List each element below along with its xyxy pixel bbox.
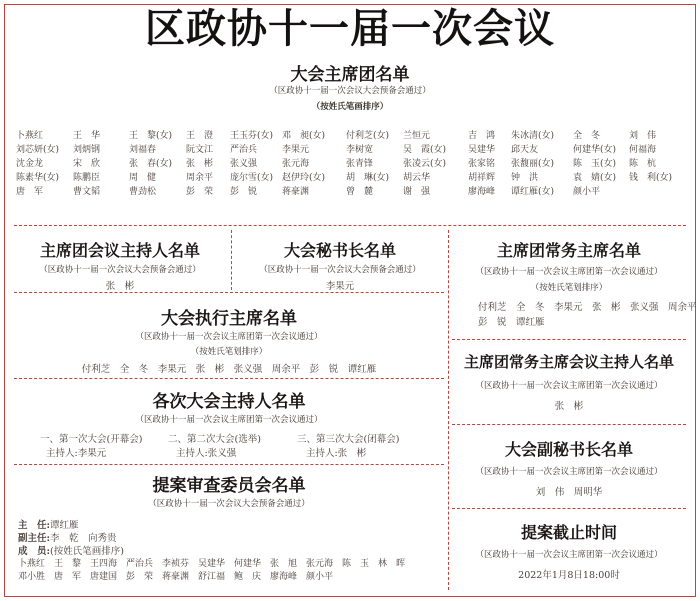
presidium-member: 谢 强 xyxy=(403,187,431,197)
presidium-member: 胡祥辉 xyxy=(468,173,496,183)
presidium-member: 彭 荣 xyxy=(186,187,214,197)
presidium-member: 陈素华(女) xyxy=(16,173,60,183)
standing-names-2: 彭 锐 谭红雁 xyxy=(478,317,545,328)
presidium-member: 朱冰清(女) xyxy=(511,131,555,141)
presidium-member: 蒋豪渊 xyxy=(282,187,310,197)
presidium-member: 钟 洪 xyxy=(511,173,539,183)
standing-title: 主席团常务主席名单 xyxy=(496,241,641,260)
presidium-member: 陈 玉(女) xyxy=(573,159,617,169)
presidium-member: 沈金龙 xyxy=(16,159,44,169)
section-divider xyxy=(14,292,444,293)
proposal-member-row xyxy=(18,543,124,557)
presidium-member: 张 彬 xyxy=(186,159,214,169)
presidium-row xyxy=(16,143,684,157)
section-divider xyxy=(14,225,686,226)
presidium-member: 张凌云(女) xyxy=(403,159,447,169)
presidium-member: 赵伊玲(女) xyxy=(282,173,326,183)
presidium-member: 付利芝(女) xyxy=(346,131,390,141)
deadline-date: 2022年1月8日18:00时 xyxy=(518,570,620,581)
meeting-host-title: 主席团会议主持人名单 xyxy=(39,241,200,260)
standing-order: （按姓氏笔划排序） xyxy=(530,283,608,293)
presidium-row xyxy=(16,185,684,199)
presidium-member: 胡云华 xyxy=(403,173,431,183)
presidium-member: 谭红雁(女) xyxy=(511,187,555,197)
presidium-member: 吴建华 xyxy=(468,145,496,155)
standing-host-names: 张 彬 xyxy=(554,401,584,412)
presidium-order: （按姓氏笔画排序） xyxy=(311,102,389,112)
presidium-member: 何福海 xyxy=(629,145,657,155)
proposal-vice: 李 乾 向秀贵 xyxy=(50,533,117,544)
presidium-member: 邱天友 xyxy=(511,145,539,155)
presidium-member: 唐 军 xyxy=(16,187,44,197)
presidium-row xyxy=(16,129,684,143)
presidium-member: 陈鹏臣 xyxy=(73,173,101,183)
host-session-3: 三、第三次大会(闭幕会) xyxy=(297,434,400,445)
presidium-member: 周余平 xyxy=(186,173,214,183)
presidium-member: 吴 霞(女) xyxy=(403,145,447,155)
section-divider xyxy=(452,508,686,509)
presidium-member: 卜燕红 xyxy=(16,131,44,141)
standing-note: （区政协十一届一次会议主席团第一次会议通过） xyxy=(475,267,663,277)
presidium-member: 彭 锐 xyxy=(230,187,258,197)
proposal-vice-row xyxy=(18,530,117,544)
secgen-note: （区政协十一届一次会议大会预备会通过） xyxy=(259,265,421,275)
presidium-member: 刘芯妍(女) xyxy=(16,145,60,155)
deputy-secgen-title: 大会副秘书长名单 xyxy=(504,440,633,459)
exec-note: （区政协十一届一次会议主席团第一次会议通过） xyxy=(135,332,323,342)
presidium-member: 刘 伟 xyxy=(629,131,657,141)
presidium-member: 全 冬 xyxy=(573,131,601,141)
presidium-member: 王 华 xyxy=(73,131,101,141)
host-name-2: 主持人:张义强 xyxy=(176,448,237,459)
presidium-member: 张家铭 xyxy=(468,159,496,169)
presidium-member: 张义强 xyxy=(230,159,258,169)
presidium-member: 邓 昶(女) xyxy=(282,131,326,141)
presidium-table xyxy=(16,129,684,199)
presidium-member: 周 健 xyxy=(129,173,157,183)
presidium-member: 钱 利(女) xyxy=(629,173,673,183)
section-divider xyxy=(14,378,444,379)
standing-host-note: （区政协十一届一次会议主席团第一次会议通过） xyxy=(475,381,663,391)
presidium-member: 刘福春 xyxy=(129,145,157,155)
presidium-member: 何建华(女) xyxy=(573,145,617,155)
presidium-member: 阮文江 xyxy=(186,145,214,155)
standing-names-1: 付利芝 全 冬 李果元 张 彬 张义强 周余平 xyxy=(478,302,697,313)
deputy-secgen-note: （区政协十一届一次会议主席团第一次会议通过） xyxy=(475,467,663,477)
presidium-member: 胡 琳(女) xyxy=(346,173,390,183)
deputy-secgen-names: 刘 伟 周明华 xyxy=(535,487,603,498)
presidium-member: 陈 杭 xyxy=(629,159,657,169)
host-session-2: 二、第二次大会(选举) xyxy=(168,434,261,445)
section-divider xyxy=(452,424,686,425)
presidium-member: 张青锋 xyxy=(346,159,374,169)
presidium-member: 颜小平 xyxy=(573,187,601,197)
proposal-chair: 谭红雁 xyxy=(50,520,79,531)
section-divider xyxy=(452,339,686,340)
standing-host-title: 主席团常务主席会议主持人名单 xyxy=(463,353,674,371)
presidium-row xyxy=(16,171,684,185)
section-divider xyxy=(14,464,444,465)
presidium-member: 曾 麓 xyxy=(346,187,374,197)
proposal-chair-row xyxy=(18,517,79,531)
presidium-member: 袁 婧(女) xyxy=(573,173,617,183)
presidium-member: 张元海 xyxy=(282,159,310,169)
exec-title: 大会执行主席名单 xyxy=(161,309,297,329)
presidium-title: 大会主席团名单 xyxy=(290,65,410,85)
presidium-member: 庞尔雪(女) xyxy=(230,173,274,183)
presidium-member: 曹文韬 xyxy=(73,187,101,197)
host-session-1: 一、第一次大会(开幕会) xyxy=(40,434,143,445)
page-title: 区政协十一届一次会议 xyxy=(145,6,555,52)
proposal-note: （区政协十一届一次会议大会预备会通过） xyxy=(148,499,310,509)
meeting-host-note: （区政协十一届一次会议大会预备会通过） xyxy=(39,265,201,275)
hosts-title: 各次大会主持人名单 xyxy=(152,392,306,412)
presidium-member xyxy=(629,185,684,199)
deadline-note: （区政协十一届一次会议主席团第一次会议通过） xyxy=(475,550,663,560)
presidium-member: 王 澄 xyxy=(186,131,214,141)
column-divider xyxy=(448,230,449,590)
proposal-vice-label: 副主任: xyxy=(18,533,51,544)
proposal-members-2: 邓小胜 唐 军 唐建国 彭 荣 蒋豪渊 舒江福 鲍 庆 廖海峰 颜小平 xyxy=(18,572,334,582)
proposal-members-1: 卜燕红 王 黎 王四海 严治兵 李祯芬 吴建华 何建华 张 旭 张元海 陈 玉 林 晖 xyxy=(18,559,406,569)
deadline-title: 提案截止时间 xyxy=(520,523,617,542)
column-divider xyxy=(231,230,232,290)
presidium-note: （区政协十一届一次会议大会预备会通过） xyxy=(269,86,431,96)
host-name-3: 主持人:张 彬 xyxy=(306,448,367,459)
secgen-names: 李果元 xyxy=(325,281,355,292)
presidium-member: 张 春(女) xyxy=(129,159,173,169)
exec-order: （按姓氏笔划排序） xyxy=(190,347,268,357)
presidium-row xyxy=(16,157,684,171)
presidium-member: 吉 鸿 xyxy=(468,131,496,141)
host-name-1: 主持人:李果元 xyxy=(46,448,107,459)
presidium-member: 张馥丽(女) xyxy=(511,159,555,169)
proposal-chair-label: 主 任: xyxy=(18,520,51,531)
presidium-member: 王 黎(女) xyxy=(129,131,173,141)
presidium-member: 李树宽 xyxy=(346,145,374,155)
proposal-member-order: (按姓氏笔画排序) xyxy=(50,546,124,557)
presidium-member: 廖海峰 xyxy=(468,187,496,197)
presidium-member: 李果元 xyxy=(282,145,310,155)
presidium-member: 宋 欣 xyxy=(73,159,101,169)
meeting-host-names: 张 彬 xyxy=(105,281,135,292)
presidium-member: 曹劲松 xyxy=(129,187,157,197)
presidium-member: 兰恒元 xyxy=(403,131,431,141)
secgen-title: 大会秘书长名单 xyxy=(283,241,396,260)
hosts-note: （区政协十一届一次会议主席团第一次会议通过） xyxy=(135,415,323,425)
presidium-member: 严治兵 xyxy=(230,145,258,155)
proposal-member-label: 成 员: xyxy=(18,546,51,557)
presidium-member: 王玉芬(女) xyxy=(230,131,274,141)
exec-names: 付利芝 全 冬 李果元 张 彬 张义强 周余平 彭 锐 谭红雁 xyxy=(81,364,377,375)
proposal-title: 提案审查委员会名单 xyxy=(152,476,306,496)
presidium-member: 刘炳钢 xyxy=(73,145,101,155)
